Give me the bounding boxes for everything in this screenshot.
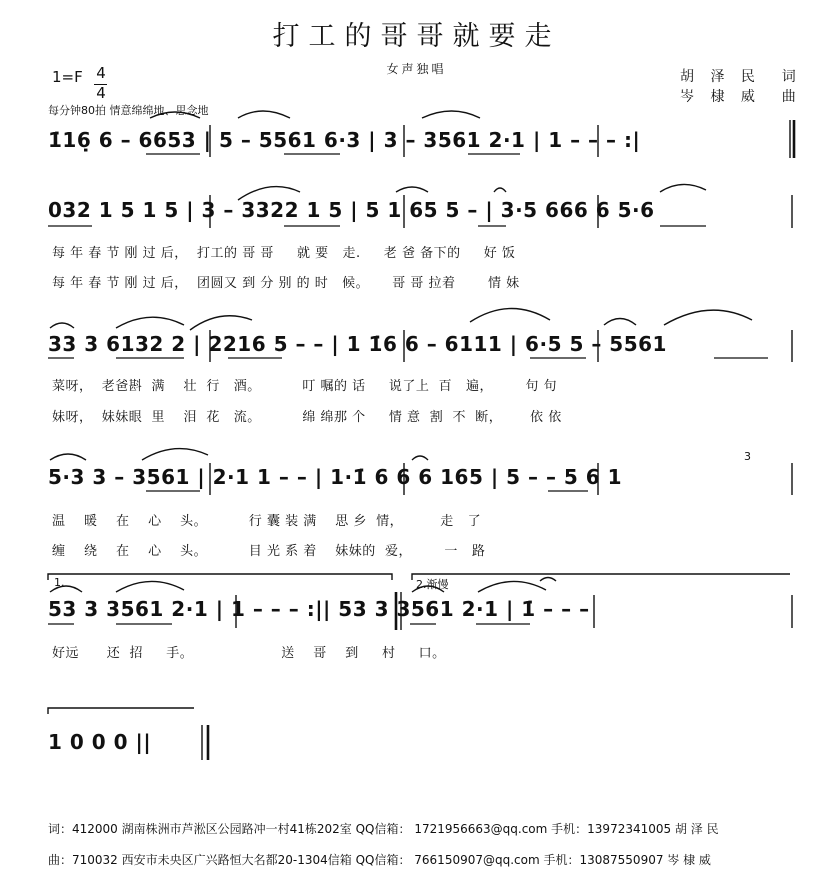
composer-contact: 曲：710032 西安市未央区广兴路恒大名都20-1304信箱 QQ信箱： 766150907@qq.com 手机：13087550907 岑 棣 威 — [48, 853, 711, 867]
lyric-verse-1: 菜呀， 老爸斟 满 壮 行 酒。 叮 嘱的 话 说了上 百 遍， 句 句 — [52, 379, 558, 394]
lyric-verse-2: 妹呀， 妹妹眼 里 泪 花 流。 绵 绵那 个 情 意 割 不 断， 依 依 — [52, 410, 562, 425]
slur — [478, 581, 546, 592]
slur — [396, 187, 428, 192]
volta-1-label: 1. — [54, 576, 65, 589]
slur — [412, 456, 428, 460]
notation-row-4: 5·3 3 – 3561 | 2·1 1 – – | 1·1̇ 6 6 6 165 | 5 – – 5 6 1 — [48, 465, 623, 489]
lyric-verse-2: 缠 绕 在 心 头。 目 光 系 着 妹妹的 爱， 一 路 — [52, 544, 486, 559]
composer-credit: 岑 棣 威 曲 — [680, 89, 802, 105]
triplet-mark: 3 — [744, 450, 751, 463]
notation-row-6: 1 0 0 0 || — [48, 730, 152, 754]
slur — [142, 449, 208, 460]
volta-2-bracket — [412, 574, 790, 580]
slur — [238, 111, 290, 118]
lyric-verse-2: 每 年 春 节 刚 过 后， 团圆又 到 分 别 的 时 候。 哥 哥 拉着 情 妹 — [52, 276, 520, 291]
slur — [50, 454, 86, 460]
volta-2-label: 2.渐慢 — [416, 578, 449, 591]
lyric-verse-1: 每 年 春 节 刚 过 后， 打工的 哥 哥 就 要 走. 老 爸 备下的 好 饭 — [52, 246, 516, 261]
tempo-marking: 每分钟80拍 情意绵绵地、思念地 — [48, 104, 209, 117]
song-title: 打工的哥哥就要走 — [272, 21, 561, 52]
lyric-verse-1: 温 暖 在 心 头。 行 囊 装 满 思 乡 情， 走 了 — [52, 514, 482, 529]
slur — [470, 308, 550, 322]
time-signature-bottom: 4 — [96, 84, 106, 102]
notation-row-5: 53 3 3561 2·1 | 1 – – – :|| 53 3 3561 2·1 | 1̇ – – – — [48, 597, 590, 621]
slur — [660, 184, 706, 192]
slur — [494, 188, 506, 192]
performance-type: 女声独唱 — [386, 62, 447, 76]
final-bracket — [48, 708, 194, 714]
notation-row-1: 1̇16̣ 6 – 6653 | 5 – 5561 6·3 | 3 – 3561 2·1 | 1 – – – :| — [48, 128, 641, 152]
slur — [150, 112, 200, 118]
lyricist-credit: 胡 泽 民 词 — [680, 69, 802, 85]
notation-row-2: 032 1 5 1 5 | 3 – 3322 1 5 | 5 1 65 5 – | 3·5 666 6 5·6 — [48, 198, 655, 222]
slur — [116, 317, 184, 328]
slur — [422, 111, 480, 118]
notation-row-3: 33 3 6132 2 | 2216 5 – – | 1 1̇6 6 – 6111 | 6·5 5 – 5561 — [48, 332, 667, 356]
volta-1-bracket — [48, 574, 392, 580]
slur — [664, 310, 752, 325]
slur — [604, 319, 636, 326]
slur — [190, 316, 252, 330]
key-signature: 1=F — [52, 68, 83, 86]
lyricist-contact: 词：412000 湖南株洲市芦淞区公园路冲一村41栋202室 QQ信箱： 1721956663@qq.com 手机：13972341005 胡 泽 民 — [48, 822, 719, 836]
fermata — [540, 578, 556, 582]
time-signature-top: 4 — [96, 64, 106, 82]
slur — [50, 323, 74, 328]
lyric-ending: 好远 还 招 手。 送 哥 到 村 口。 — [52, 646, 446, 661]
slur — [116, 581, 184, 592]
